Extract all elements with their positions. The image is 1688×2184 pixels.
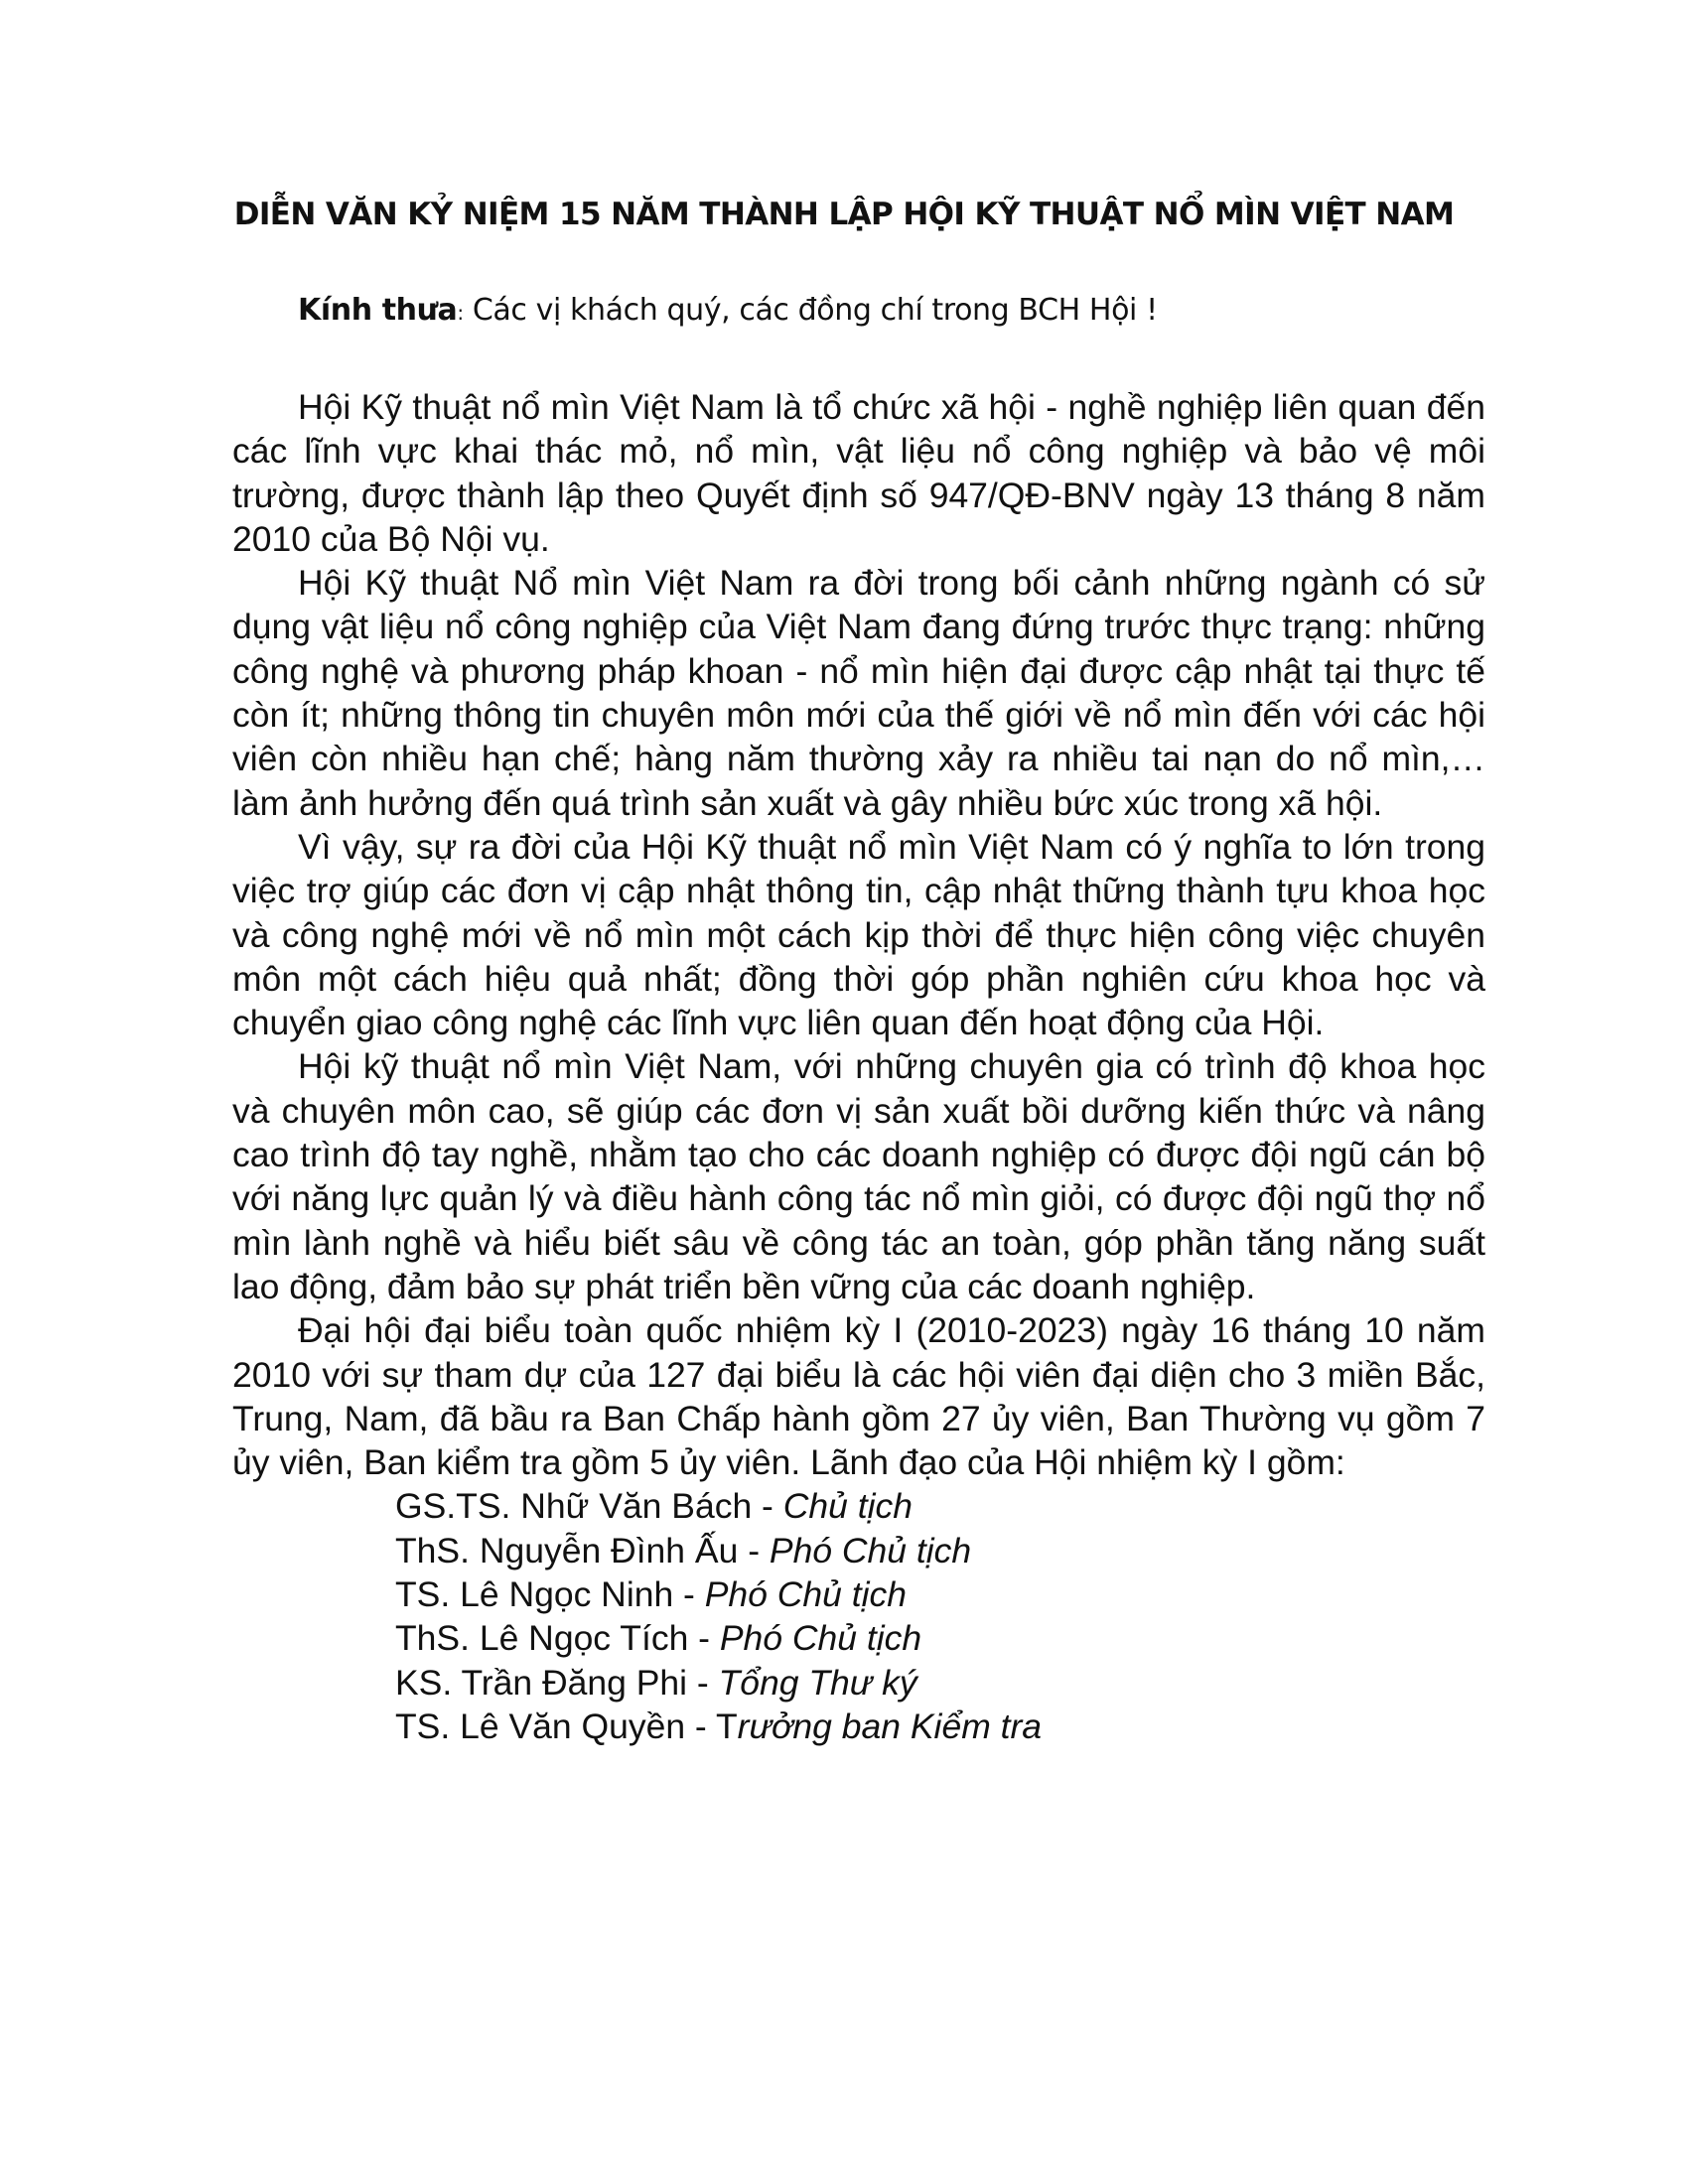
leader-role: Phó Chủ tịch [769,1530,972,1570]
leader-name: TS. Lê Ngọc Ninh - [395,1574,705,1615]
paragraph-context: Hội Kỹ thuật Nổ mìn Việt Nam ra đời trong bối cảnh những ngành có sử dụng vật liệu nổ công nghiệp của Việt Nam đang đứng trước thực trạng: những công nghệ và phương pháp khoan - nổ mìn hiện đại được cập nhật tại thực tế còn ít; những thông tin chuyên môn mới của thế giới về nổ mìn đến với các hội viên còn nhiều hạn chế; hàng năm thường xảy ra nhiều tai nạn do nổ mìn,… làm ảnh hưởng đến quá trình sản xuất và gây nhiều bức xúc trong xã hội. [232,563,1485,823]
leader-name: ThS. Lê Ngọc Tích - [395,1618,720,1659]
leader-name: TS. Lê Văn Quyền - [395,1706,716,1746]
leaders-list [232,1484,1485,1748]
greeting-text: Các vị khách quý, các đồng chí trong BCH Hội ! [463,293,1158,328]
leader-item [395,1705,1485,1748]
leader-item [395,1661,1485,1705]
paragraph-founding: Hội Kỹ thuật nổ mìn Việt Nam là tổ chức xã hội - nghề nghiệp liên quan đến các lĩnh vực khai thác mỏ, nổ mìn, vật liệu nổ công nghiệp và bảo vệ môi trường, được thành lập theo Quyết định số 947/QĐ-BNV ngày 13 tháng 8 năm 2010 của Bộ Nội vụ. [232,387,1485,559]
leader-name: ThS. Nguyễn Đình Ấu - [395,1530,770,1570]
greeting-line [298,293,1158,328]
leader-role: Chủ tịch [782,1486,913,1527]
paragraph-experts: Hội kỹ thuật nổ mìn Việt Nam, với những chuyên gia có trình độ khoa học và chuyên môn cao, sẽ giúp các đơn vị sản xuất bồi dưỡng kiến thức và nâng cao trình độ tay nghề, nhằm tạo cho các doanh nghiệp có được đội ngũ cán bộ với năng lực quản lý và điều hành công tác nổ mìn giỏi, có được đội ngũ thợ nổ mìn lành nghề và hiểu biết sâu về công tác an toàn, góp phần tăng năng suất lao động, đảm bảo sự phát triển bền vững của các doanh nghiệp. [232,1046,1485,1306]
leader-role: rưởng ban Kiểm tra [737,1706,1043,1746]
leader-role: Phó Chủ tịch [704,1574,907,1615]
document-body [232,385,1485,1748]
leader-item [395,1616,1485,1660]
leader-item [395,1484,1485,1528]
leader-name: GS.TS. Nhữ Văn Bách - [395,1486,783,1527]
paragraph-congress: Đại hội đại biểu toàn quốc nhiệm kỳ I (2010-2023) ngày 16 tháng 10 năm 2010 với sự tham dự của 127 đại biểu là các hội viên đại diện cho 3 miền Bắc, Trung, Nam, đã bầu ra Ban Chấp hành gồm 27 ủy viên, Ban Thường vụ gồm 7 ủy viên, Ban kiểm tra gồm 5 ủy viên. Lãnh đạo của Hội nhiệm kỳ I gồm: [232,1310,1485,1483]
greeting-colon: : [457,301,464,325]
greeting-label: Kính thưa [298,293,458,328]
leader-item [395,1572,1485,1616]
leader-role-prefix: T [715,1706,738,1746]
leader-item [395,1529,1485,1572]
leader-role: Tổng Thư ký [718,1662,917,1703]
leader-name: KS. Trần Đăng Phi - [395,1662,719,1703]
paragraph-significance: Vì vậy, sự ra đời của Hội Kỹ thuật nổ mìn Việt Nam có ý nghĩa to lớn trong việc trợ giúp các đơn vị cập nhật thông tin, cập nhật thững thành tựu khoa học và công nghệ mới về nổ mìn một cách kịp thời để thực hiện công việc chuyên môn một cách hiệu quả nhất; đồng thời góp phần nghiên cứu khoa học và chuyển giao công nghệ các lĩnh vực liên quan đến hoạt động của Hội. [232,826,1485,1043]
leader-role: Phó Chủ tịch [719,1618,922,1659]
document-title: DIỄN VĂN KỶ NIỆM 15 NĂM THÀNH LẬP HỘI KỸ THUẬT NỔ MÌN VIỆT NAM [233,197,1455,232]
